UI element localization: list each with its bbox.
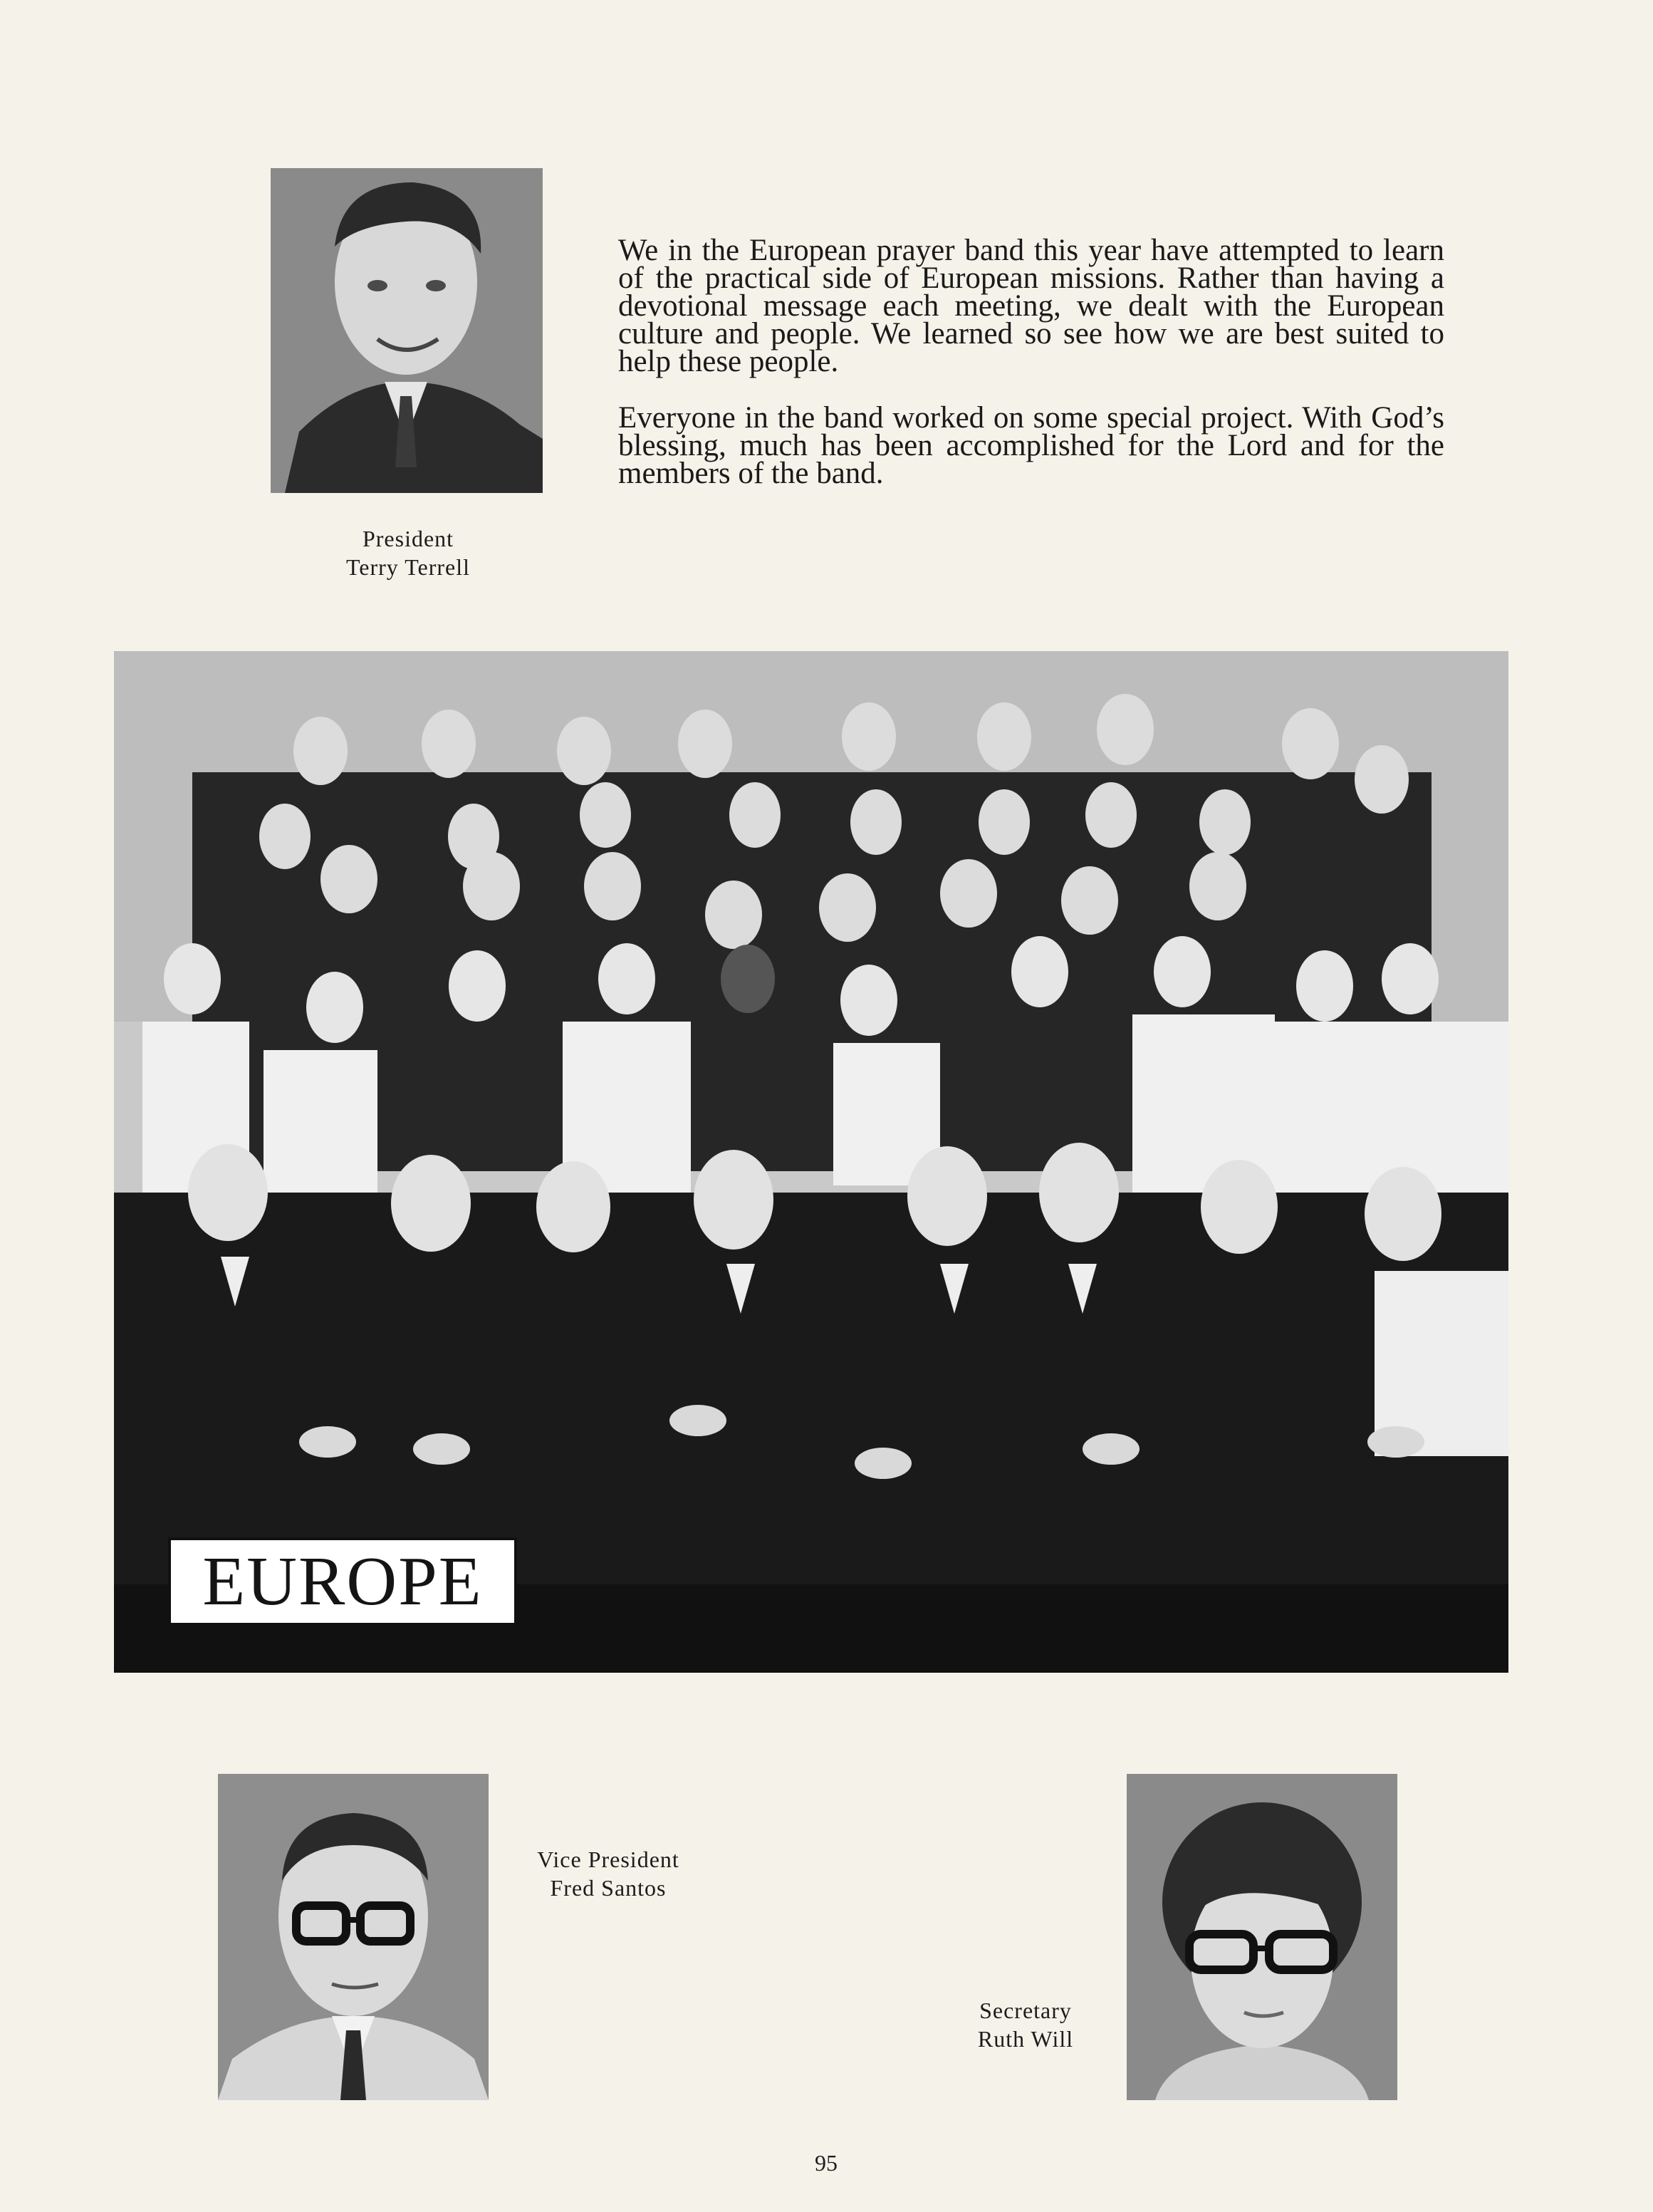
page-number: 95 bbox=[815, 2150, 838, 2176]
secretary-title: Secretary bbox=[979, 1998, 1072, 2023]
president-portrait bbox=[271, 168, 543, 493]
vice-president-portrait bbox=[218, 1774, 489, 2100]
europe-label: EUROPE bbox=[168, 1537, 517, 1626]
president-caption bbox=[299, 524, 517, 581]
secretary-portrait bbox=[1127, 1774, 1397, 2100]
president-name: Terry Terrell bbox=[345, 554, 471, 580]
secretary-name: Ruth Will bbox=[977, 2026, 1074, 2052]
president-title: President bbox=[362, 526, 454, 551]
vice-president-title: Vice President bbox=[537, 1847, 679, 1872]
group-photo bbox=[114, 651, 1508, 1673]
secretary-caption bbox=[947, 1996, 1104, 2053]
intro-text bbox=[618, 234, 1444, 516]
intro-paragraph-1: We in the European prayer band this year have attempted to learn of the practical side of European missions. Rather than having a devotional message each meeting, we dealt with the European culture and people. We learned so see how we are best suited to help these people. bbox=[618, 234, 1444, 378]
group-photo-image bbox=[114, 651, 1508, 1673]
vice-president-caption bbox=[523, 1845, 694, 1902]
vice-president-name: Fred Santos bbox=[550, 1875, 667, 1901]
intro-paragraph-2: Everyone in the band worked on some special project. With God’s blessing, much has been accomplished for the Lord and for the members of the band. bbox=[618, 401, 1444, 490]
